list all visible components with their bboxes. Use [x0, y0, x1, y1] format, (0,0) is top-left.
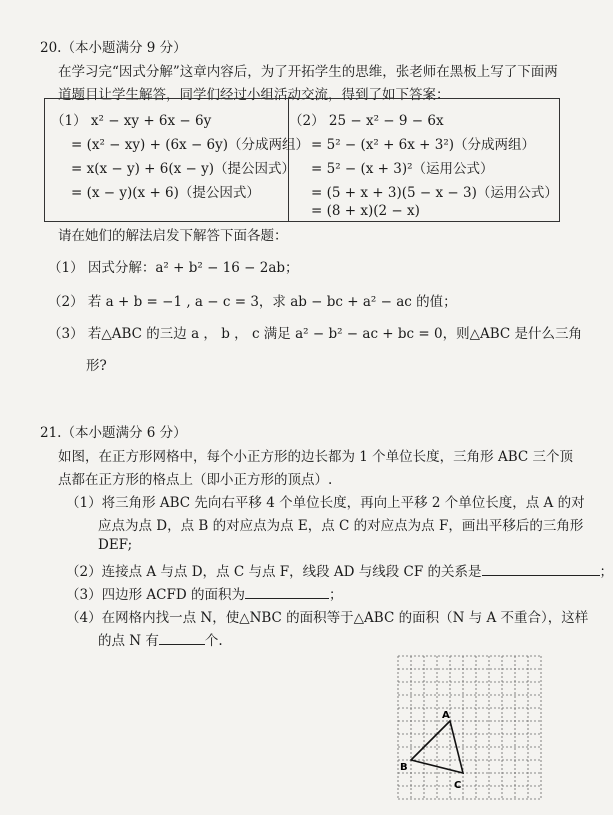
q20-part3-line2: 形? — [86, 358, 107, 374]
q20-prompt: 请在她们的解法启发下解答下面各题： — [58, 228, 288, 244]
q20-title: 20.（本小题满分 9 分） — [40, 40, 187, 56]
label-a: A — [442, 710, 450, 721]
grid-lines — [398, 656, 541, 799]
q21-part3 — [66, 583, 342, 603]
left-line-1: （1） x² − xy + 6x − 6y — [51, 113, 212, 129]
q20-part1: （1） 因式分解：a² + b² − 16 − 2ab； — [48, 260, 299, 276]
answer-blank-3[interactable] — [245, 585, 329, 600]
q21-part1-line1: （1）将三角形 ABC 先向右平移 4 个单位长度，再向上平移 2 个单位长度，点 A 的对 — [66, 495, 585, 511]
q21-part2-text: （2）连接点 A 与点 D，点 C 与点 F，线段 AD 与线段 CF 的关系是 — [66, 564, 482, 580]
q20-intro-line2: 道题目让学生解答，同学们经过小组活动交流，得到了如下答案： — [58, 87, 450, 103]
q21-part2 — [66, 560, 613, 580]
label-c: C — [454, 780, 462, 791]
grid-svg — [396, 654, 548, 804]
right-line-2: = 5² − (x² + 6x + 3²)（分成两组） — [311, 137, 536, 153]
q20-part3-line1: （3） 若△ABC 的三边 a ， b ， c 满足 a² − b² − ac + bc = 0，则△ABC 是什么三角 — [48, 326, 583, 342]
q21-title: 21.（本小题满分 6 分） — [40, 425, 187, 441]
left-line-3: = x(x − y) + 6(x − y)（提公因式） — [71, 161, 296, 177]
q20-part2: （2） 若 a + b = −1 , a − c = 3，求 ab − bc + a² − ac 的值； — [48, 294, 457, 310]
answer-blank-4[interactable] — [159, 631, 205, 646]
q21-intro-line2: 点都在正方形的格点上（即小正方形的顶点）. — [58, 472, 333, 488]
q21-part4-line1: （4）在网格内找一点 N，使△NBC 的面积等于△ABC 的面积（N 与 A 不重合），这样 — [66, 610, 589, 626]
label-b: B — [400, 762, 408, 773]
q20-solution-box — [44, 98, 560, 222]
right-line-5: = (8 + x)(2 − x) — [311, 203, 420, 219]
q21-part4-line2 — [98, 629, 223, 649]
answer-blank-2[interactable] — [482, 562, 600, 577]
left-line-4: = (x − y)(x + 6)（提公因式） — [71, 185, 260, 201]
q21-part4-post: 个. — [204, 633, 223, 649]
q21-intro-line1: 如图，在正方形网格中，每个小正方形的边长都为 1 个单位长度，三角形 ABC 三个顶 — [58, 449, 574, 465]
q21-part1-line3: DEF; — [98, 537, 133, 553]
q21-part3-end: ； — [328, 587, 343, 603]
right-line-1: （2） 25 − x² − 9 − 6x — [289, 113, 444, 129]
q21-part1-line2: 应点为点 D，点 B 的对应点为点 E，点 C 的对应点为点 F，画出平移后的三角形 — [98, 518, 584, 534]
left-line-2: = (x² − xy) + (6x − 6y)（分成两组） — [71, 137, 310, 153]
q20-intro-line1: 在学习完“因式分解”这章内容后，为了开拓学生的思维，张老师在黑板上写了下面两 — [58, 64, 558, 80]
q21-part3-text: （3）四边形 ACFD 的面积为 — [66, 587, 245, 603]
q21-part2-end: ； — [599, 564, 613, 580]
right-line-3: = 5² − (x + 3)²（运用公式） — [311, 161, 494, 177]
square-grid-figure — [396, 654, 548, 804]
right-line-4: = (5 + x + 3)(5 − x − 3)（运用公式） — [311, 185, 558, 201]
q21-part4-pre: 的点 N 有 — [98, 633, 159, 649]
